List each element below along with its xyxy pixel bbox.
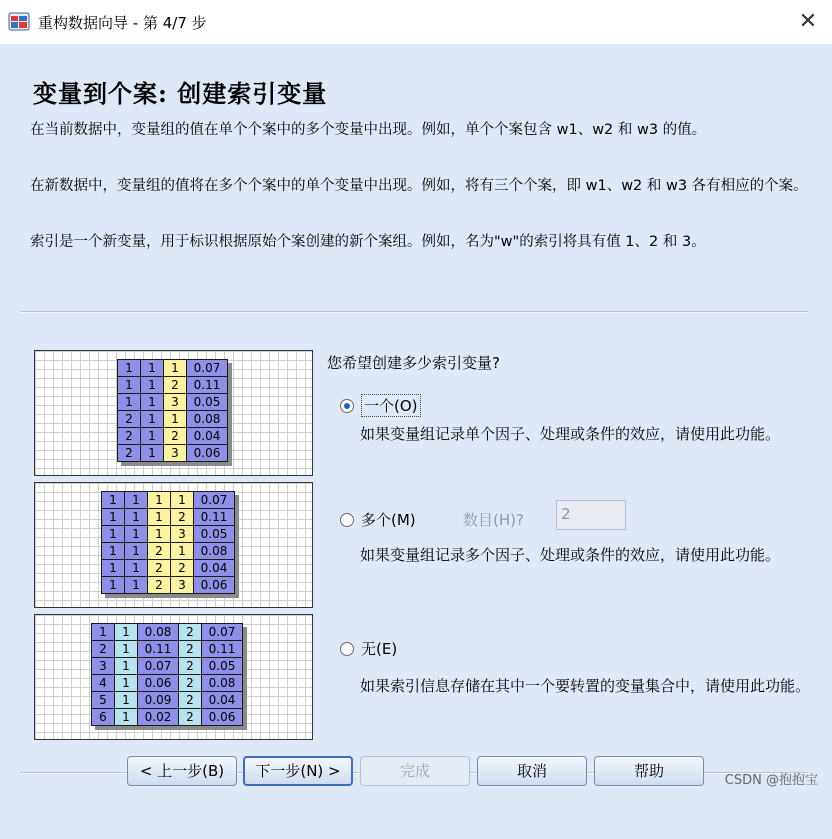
close-button[interactable]: ✕ bbox=[798, 9, 818, 34]
table-cell: 0.04 bbox=[187, 428, 228, 445]
table-cell: 0.02 bbox=[138, 709, 179, 726]
radio-multiple-indicator[interactable] bbox=[340, 513, 354, 527]
table-cell: 0.08 bbox=[138, 624, 179, 641]
table-cell: 1 bbox=[118, 360, 141, 377]
table-cell: 0.07 bbox=[187, 360, 228, 377]
table-cell: 0.04 bbox=[202, 692, 243, 709]
radio-one-indicator[interactable] bbox=[340, 399, 354, 413]
table-cell: 2 bbox=[179, 658, 202, 675]
table-cell: 1 bbox=[125, 526, 148, 543]
table-cell: 1 bbox=[102, 543, 125, 560]
table-row bbox=[102, 492, 235, 509]
table-row bbox=[102, 560, 235, 577]
table-cell: 1 bbox=[118, 377, 141, 394]
table-cell: 0.08 bbox=[194, 543, 235, 560]
radio-one[interactable] bbox=[340, 394, 421, 417]
watermark: CSDN @抱抱宝 bbox=[724, 773, 818, 788]
radio-multiple-label[interactable]: 多个(M) bbox=[361, 511, 416, 529]
table-cell: 1 bbox=[125, 543, 148, 560]
table-cell: 1 bbox=[164, 411, 187, 428]
table-cell: 1 bbox=[148, 509, 171, 526]
table-cell: 1 bbox=[141, 394, 164, 411]
table-cell: 0.05 bbox=[202, 658, 243, 675]
table-cell: 1 bbox=[118, 394, 141, 411]
table-cell: 1 bbox=[102, 509, 125, 526]
table-row bbox=[118, 360, 228, 377]
table-cell: 1 bbox=[115, 624, 138, 641]
table-cell: 2 bbox=[171, 560, 194, 577]
intro-paragraph-3: 索引是一个新变量，用于标识根据原始个案创建的新个案组。例如，名为"w"的索引将具有值 1、2 和 3。 bbox=[30, 234, 706, 250]
table-row bbox=[118, 411, 228, 428]
radio-none-label[interactable]: 无(E) bbox=[361, 640, 398, 658]
table-cell: 0.05 bbox=[194, 526, 235, 543]
separator-top bbox=[20, 311, 808, 313]
illustration-one-index bbox=[34, 350, 313, 476]
wizard-body bbox=[0, 44, 832, 839]
table-cell: 0.06 bbox=[187, 445, 228, 462]
table-cell: 0.05 bbox=[187, 394, 228, 411]
table-cell: 2 bbox=[179, 641, 202, 658]
radio-one-label[interactable]: 一个(O) bbox=[361, 394, 421, 417]
table-cell: 0.11 bbox=[138, 641, 179, 658]
sample-table-multiple-index bbox=[101, 491, 235, 594]
table-cell: 0.11 bbox=[187, 377, 228, 394]
table-row bbox=[118, 445, 228, 462]
table-cell: 1 bbox=[115, 709, 138, 726]
table-cell: 0.06 bbox=[202, 709, 243, 726]
table-cell: 0.11 bbox=[194, 509, 235, 526]
table-cell: 1 bbox=[115, 675, 138, 692]
table-cell: 3 bbox=[164, 394, 187, 411]
table-cell: 2 bbox=[92, 641, 115, 658]
table-row bbox=[92, 675, 243, 692]
table-cell: 1 bbox=[125, 560, 148, 577]
table-cell: 6 bbox=[92, 709, 115, 726]
cancel-button[interactable]: 取消 bbox=[477, 756, 587, 786]
table-cell: 2 bbox=[148, 577, 171, 594]
illustration-no-index bbox=[34, 614, 313, 740]
table-cell: 1 bbox=[171, 543, 194, 560]
table-cell: 1 bbox=[102, 577, 125, 594]
table-cell: 1 bbox=[115, 692, 138, 709]
table-cell: 3 bbox=[164, 445, 187, 462]
radio-none[interactable] bbox=[340, 638, 397, 659]
table-cell: 2 bbox=[148, 560, 171, 577]
table-row bbox=[92, 624, 243, 641]
table-cell: 1 bbox=[125, 509, 148, 526]
table-cell: 2 bbox=[179, 675, 202, 692]
table-cell: 1 bbox=[102, 492, 125, 509]
table-cell: 0.07 bbox=[194, 492, 235, 509]
table-cell: 2 bbox=[179, 709, 202, 726]
intro-paragraph-1: 在当前数据中，变量组的值在单个个案中的多个变量中出现。例如，单个个案包含 w1、w2 和 w3 的值。 bbox=[30, 122, 707, 138]
table-row bbox=[102, 543, 235, 560]
finish-button[interactable]: 完成 bbox=[360, 756, 470, 786]
table-cell: 4 bbox=[92, 675, 115, 692]
index-count-label: 数目(H)? bbox=[463, 511, 524, 529]
table-cell: 0.04 bbox=[194, 560, 235, 577]
table-row bbox=[92, 641, 243, 658]
table-cell: 0.09 bbox=[138, 692, 179, 709]
table-row bbox=[92, 692, 243, 709]
table-cell: 1 bbox=[102, 526, 125, 543]
table-cell: 1 bbox=[141, 360, 164, 377]
illustration-multiple-index bbox=[34, 482, 313, 608]
table-cell: 3 bbox=[171, 526, 194, 543]
intro-paragraph-2: 在新数据中，变量组的值将在多个个案中的单个变量中出现。例如，将有三个个案，即 w1、w2 和 w3 各有相应的个案。 bbox=[30, 178, 808, 194]
table-row bbox=[118, 377, 228, 394]
table-cell: 2 bbox=[171, 509, 194, 526]
table-cell: 0.11 bbox=[202, 641, 243, 658]
radio-multiple[interactable] bbox=[340, 509, 416, 530]
table-cell: 1 bbox=[125, 577, 148, 594]
table-cell: 1 bbox=[115, 641, 138, 658]
table-cell: 3 bbox=[171, 577, 194, 594]
table-cell: 0.07 bbox=[202, 624, 243, 641]
table-cell: 1 bbox=[125, 492, 148, 509]
sample-table-one-index bbox=[117, 359, 228, 462]
table-row bbox=[102, 577, 235, 594]
table-cell: 5 bbox=[92, 692, 115, 709]
radio-none-indicator[interactable] bbox=[340, 642, 354, 656]
page-heading: 变量到个案: 创建索引变量 bbox=[33, 79, 328, 108]
table-cell: 1 bbox=[164, 360, 187, 377]
title-bar bbox=[0, 0, 832, 44]
table-row bbox=[102, 509, 235, 526]
table-cell: 2 bbox=[179, 624, 202, 641]
table-cell: 2 bbox=[164, 428, 187, 445]
table-cell: 0.06 bbox=[138, 675, 179, 692]
table-cell: 0.06 bbox=[194, 577, 235, 594]
table-cell: 1 bbox=[141, 377, 164, 394]
radio-multiple-description: 如果变量组记录多个因子、处理或条件的效应，请使用此功能。 bbox=[360, 546, 781, 564]
table-cell: 1 bbox=[141, 411, 164, 428]
next-button[interactable]: 下一步(N) > bbox=[243, 756, 353, 786]
table-cell: 3 bbox=[92, 658, 115, 675]
table-cell: 1 bbox=[92, 624, 115, 641]
radio-none-description: 如果索引信息存储在其中一个要转置的变量集合中，请使用此功能。 bbox=[360, 677, 811, 695]
table-cell: 2 bbox=[118, 411, 141, 428]
table-cell: 1 bbox=[115, 658, 138, 675]
table-cell: 2 bbox=[148, 543, 171, 560]
table-cell: 2 bbox=[118, 428, 141, 445]
table-cell: 2 bbox=[179, 692, 202, 709]
table-row bbox=[92, 709, 243, 726]
table-cell: 2 bbox=[118, 445, 141, 462]
table-row bbox=[118, 428, 228, 445]
table-cell: 0.08 bbox=[187, 411, 228, 428]
table-cell: 1 bbox=[148, 492, 171, 509]
table-cell: 2 bbox=[164, 377, 187, 394]
table-cell: 1 bbox=[148, 526, 171, 543]
back-button[interactable]: < 上一步(B) bbox=[127, 756, 237, 786]
window-title: 重构数据向导 - 第 4/7 步 bbox=[38, 14, 207, 32]
sample-table-no-index bbox=[91, 623, 243, 726]
table-row bbox=[92, 658, 243, 675]
index-count-question: 您希望创建多少索引变量? bbox=[327, 354, 500, 372]
radio-one-description: 如果变量组记录单个因子、处理或条件的效应，请使用此功能。 bbox=[360, 425, 781, 443]
help-button[interactable]: 帮助 bbox=[594, 756, 704, 786]
table-cell: 1 bbox=[141, 428, 164, 445]
table-cell: 1 bbox=[171, 492, 194, 509]
table-row bbox=[102, 526, 235, 543]
table-cell: 1 bbox=[102, 560, 125, 577]
spss-restructure-icon bbox=[8, 10, 30, 32]
index-count-input[interactable]: 2 bbox=[556, 500, 626, 530]
table-cell: 1 bbox=[141, 445, 164, 462]
table-cell: 0.07 bbox=[138, 658, 179, 675]
table-cell: 0.08 bbox=[202, 675, 243, 692]
table-row bbox=[118, 394, 228, 411]
